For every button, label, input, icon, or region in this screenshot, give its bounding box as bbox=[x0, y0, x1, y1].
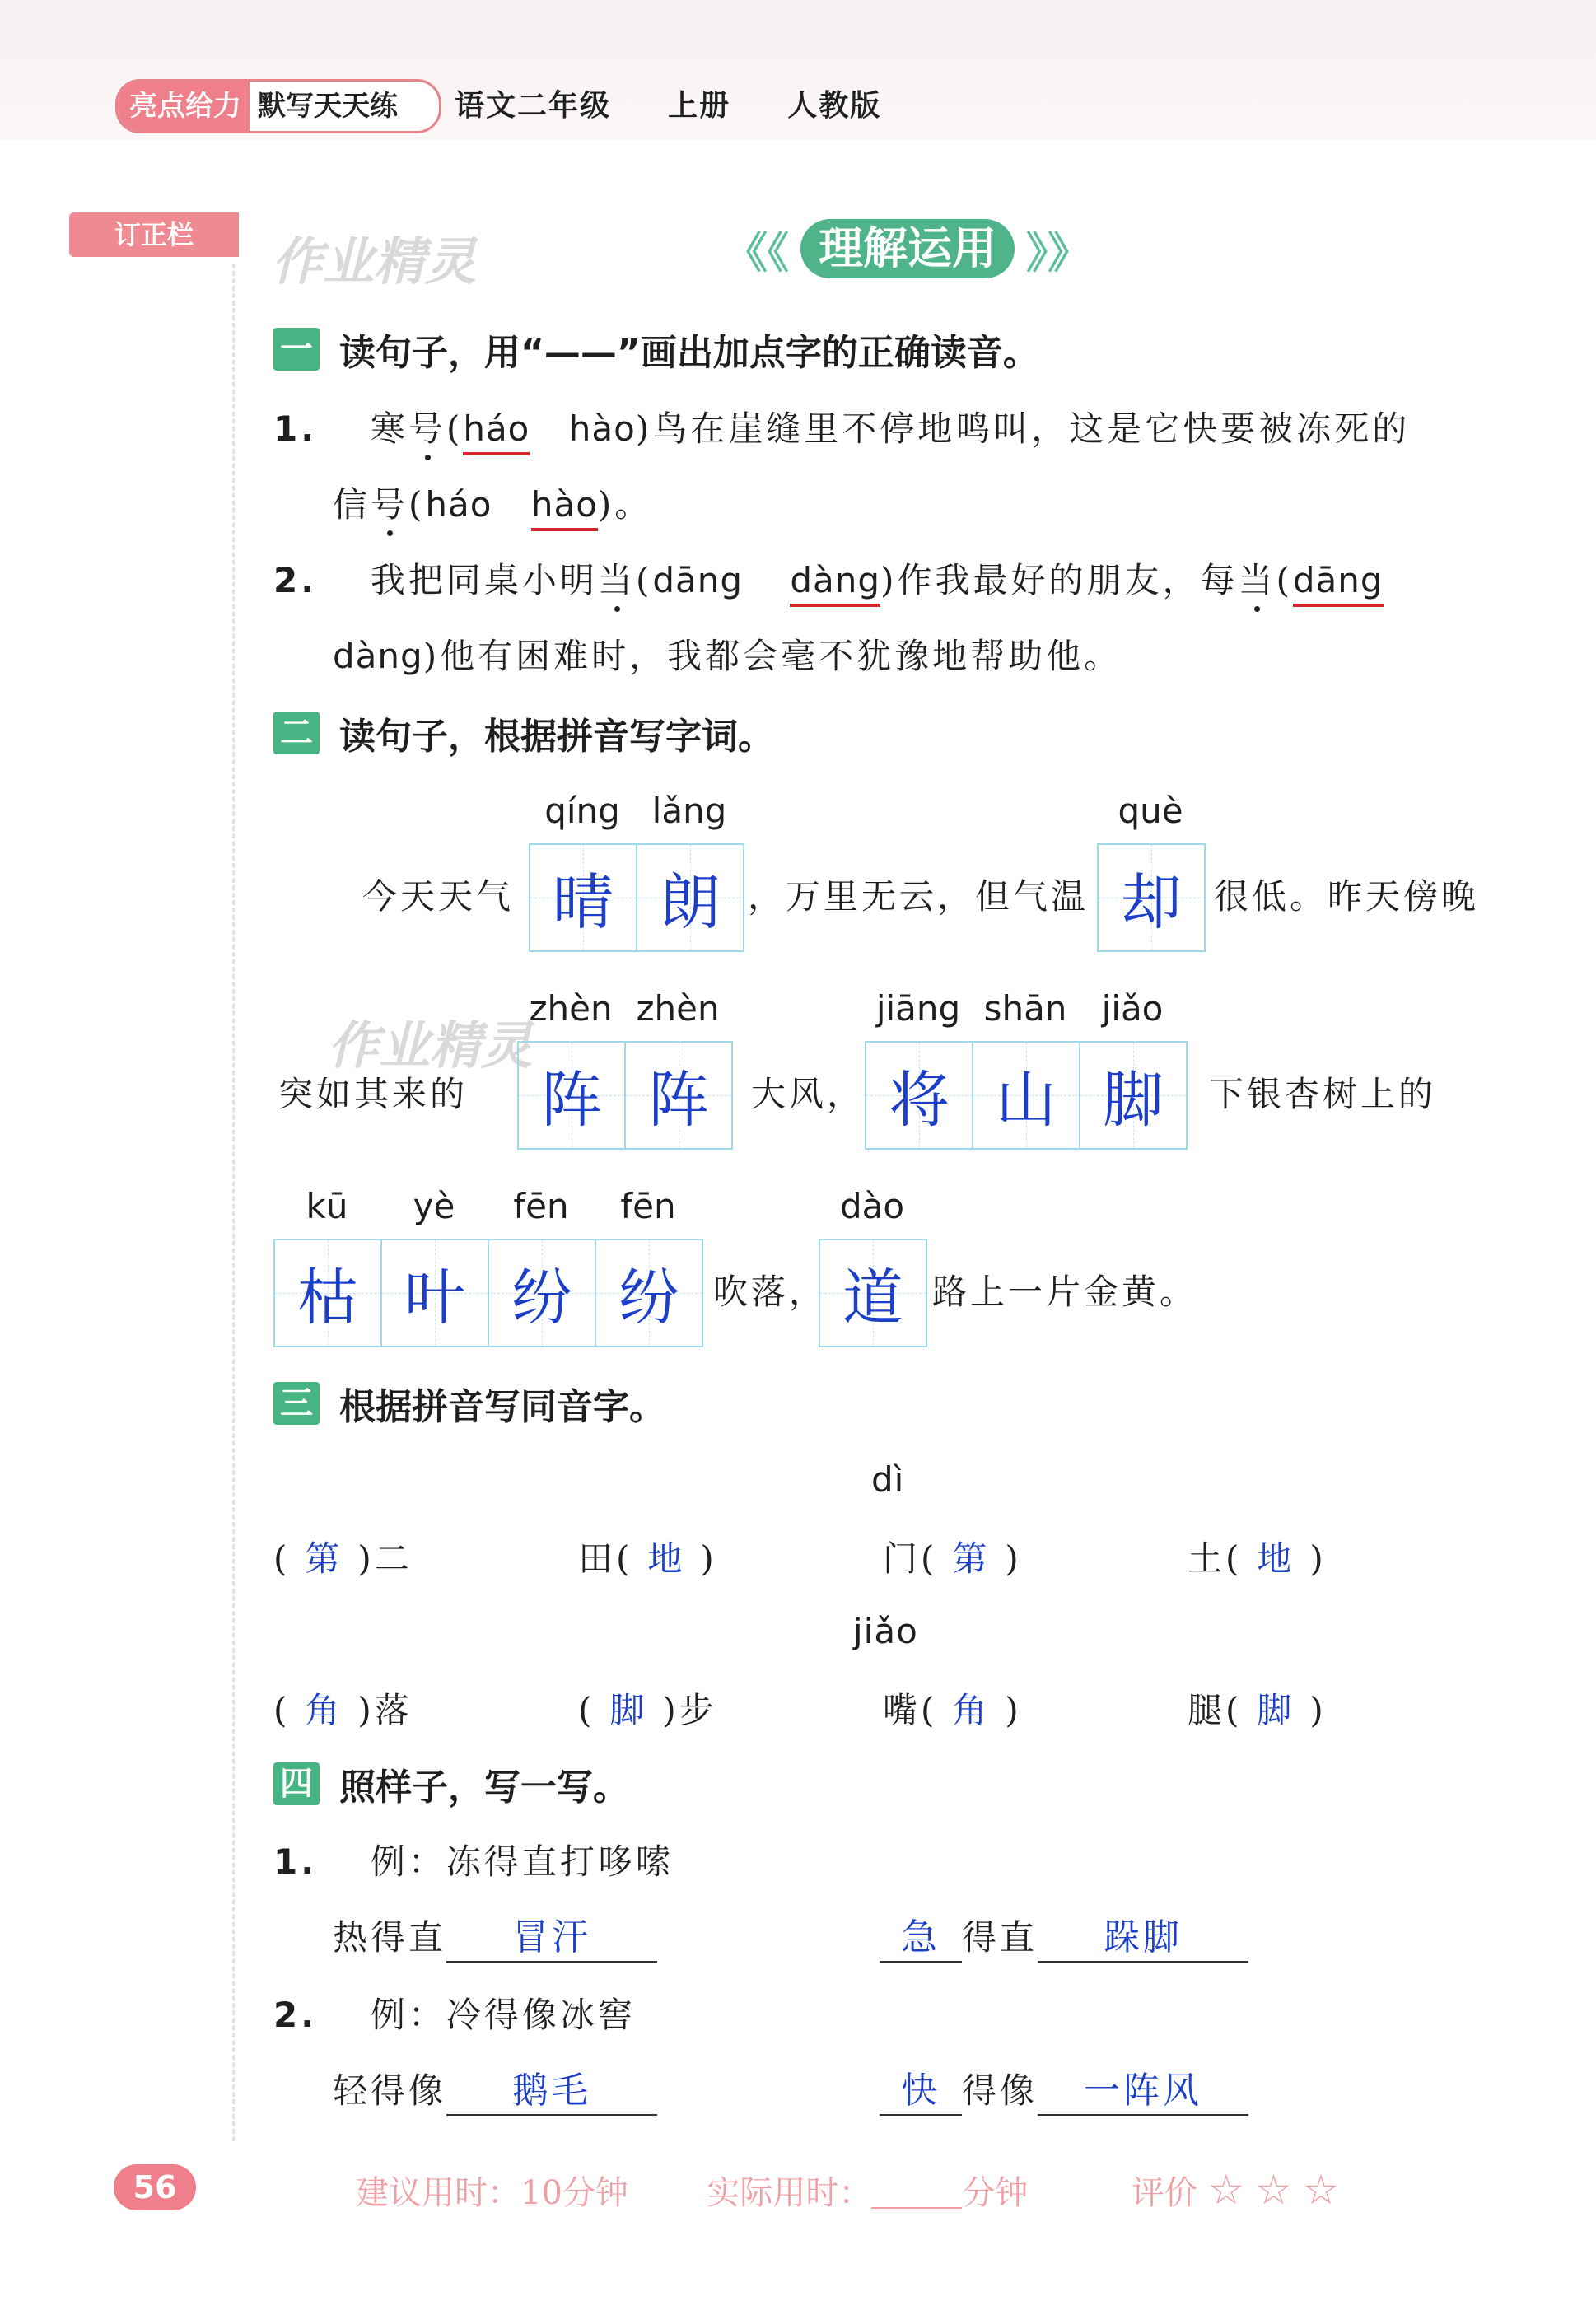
pinyin: zhèn bbox=[636, 988, 720, 1029]
writing-grid bbox=[1097, 843, 1204, 952]
actual-time-unit: 分钟 bbox=[962, 2174, 1029, 2212]
footer-time bbox=[356, 2166, 1339, 2214]
text: 热得直 bbox=[333, 1917, 447, 1958]
question-2-line-1 bbox=[273, 553, 1384, 603]
writing-grid bbox=[273, 1239, 702, 1347]
star-icon[interactable]: ☆ bbox=[1207, 2166, 1245, 2214]
example-1 bbox=[273, 1835, 674, 1884]
brand-badge bbox=[115, 79, 441, 133]
example-2 bbox=[273, 1988, 636, 2037]
pinyin-option-correct: dàng bbox=[790, 560, 880, 607]
pinyin: yè bbox=[413, 1186, 455, 1226]
writing-grid bbox=[865, 1041, 1186, 1150]
answer-blank: 快 bbox=[880, 2068, 962, 2116]
pinyin-option: hào bbox=[568, 408, 636, 449]
pinyin-option: dāng bbox=[652, 560, 744, 600]
section-number: 三 bbox=[273, 1382, 320, 1425]
section-number: 一 bbox=[273, 328, 320, 371]
star-icon[interactable]: ☆ bbox=[1255, 2166, 1292, 2214]
question-number: 1. bbox=[273, 408, 318, 449]
answer-blank: 急 bbox=[880, 1915, 962, 1963]
text: 突如其来的 bbox=[278, 1074, 469, 1114]
pinyin: jiǎo bbox=[1101, 988, 1164, 1029]
grid-cell: 却 bbox=[1097, 843, 1206, 952]
section-number: 二 bbox=[273, 712, 320, 754]
grid-cell: 阵 bbox=[517, 1041, 626, 1150]
text: )鸟在崖缝里不停地鸣叫，这是它快要被冻死的 bbox=[635, 408, 1411, 449]
homophone-item: 嘴( 角 ) bbox=[883, 1690, 1022, 1730]
edition-label: 人教版 bbox=[787, 89, 882, 123]
grid-cell: 脚 bbox=[1079, 1041, 1188, 1150]
grid-cell: 枯 bbox=[273, 1239, 382, 1347]
brand-right-label: 默写天天练 bbox=[258, 90, 398, 123]
homophone-item: ( 第 )二 bbox=[273, 1538, 413, 1579]
watermark: 作业精灵 bbox=[328, 1015, 533, 1076]
section-title: 根据拼音写同音字。 bbox=[339, 1386, 665, 1428]
answer-blank: 冒汗 bbox=[446, 1915, 657, 1963]
book-info bbox=[455, 82, 881, 124]
page-number: 56 bbox=[114, 2164, 196, 2210]
answer-line-2-right bbox=[880, 2064, 1248, 2116]
dotted-char: 号 bbox=[371, 484, 409, 525]
correction-column-tag: 订正栏 bbox=[69, 212, 239, 257]
paren: ( bbox=[446, 408, 464, 449]
grid-cell: 山 bbox=[972, 1041, 1080, 1150]
pinyin: kū bbox=[306, 1186, 348, 1226]
section-banner bbox=[725, 216, 1090, 282]
pinyin-option: háo bbox=[425, 484, 492, 525]
grid-cell: 道 bbox=[819, 1239, 927, 1347]
section-4-heading bbox=[273, 1757, 629, 1810]
text: 我把同桌小明 bbox=[370, 560, 598, 600]
homophone-item: ( 脚 )步 bbox=[578, 1690, 717, 1730]
text: 信 bbox=[333, 484, 371, 525]
question-1-line-1 bbox=[273, 402, 1410, 451]
question-number: 2. bbox=[273, 560, 318, 600]
answer-blank: 鹅毛 bbox=[446, 2068, 657, 2116]
suggested-time: 建议用时：10分钟 bbox=[356, 2174, 628, 2212]
example-text: 例：冻得直打哆嗦 bbox=[370, 1841, 674, 1882]
grid-cell: 朗 bbox=[636, 843, 744, 952]
answer-line-1-left bbox=[333, 1911, 657, 1963]
pinyin-row bbox=[819, 1186, 926, 1226]
section-title: 读句子，根据拼音写字词。 bbox=[339, 716, 774, 758]
grid-cell: 叶 bbox=[380, 1239, 489, 1347]
grid-cell: 阵 bbox=[624, 1041, 733, 1150]
pinyin: jiǎo bbox=[853, 1611, 918, 1651]
homophone-row-1 bbox=[273, 1532, 1509, 1581]
text: )作我最好的朋友，每 bbox=[880, 560, 1239, 600]
section-title: 照样子，写一写。 bbox=[339, 1767, 629, 1809]
text: 很低。昨天傍晚 bbox=[1214, 876, 1480, 917]
homophone-item: 腿( 脚 ) bbox=[1188, 1690, 1327, 1730]
grid-cell: 纷 bbox=[595, 1239, 703, 1347]
homophone-item: 门( 第 ) bbox=[883, 1538, 1022, 1579]
banner-right-arrows: 》》 bbox=[1026, 228, 1091, 278]
section-number: 四 bbox=[273, 1762, 320, 1805]
pinyin: dì bbox=[871, 1459, 905, 1500]
text: 下银杏树上的 bbox=[1209, 1074, 1437, 1114]
pinyin: dào bbox=[839, 1186, 905, 1226]
text: 今天天气 bbox=[362, 876, 515, 917]
example-text: 例：冷得像冰窖 bbox=[370, 1995, 636, 2035]
brand-left-label: 亮点给力 bbox=[118, 82, 250, 131]
actual-time-label: 实际用时： bbox=[707, 2174, 872, 2212]
banner-title: 理解运用 bbox=[800, 219, 1015, 278]
text: 吹落， bbox=[713, 1272, 828, 1312]
question-1-line-2 bbox=[333, 478, 652, 527]
pinyin: lǎng bbox=[651, 791, 727, 831]
pinyin: fēn bbox=[620, 1186, 676, 1226]
answer-line-2-left bbox=[333, 2064, 657, 2116]
section-1-heading bbox=[273, 323, 1039, 376]
writing-grid bbox=[819, 1239, 926, 1347]
question-number: 2. bbox=[273, 1995, 318, 2035]
pinyin-option-correct: hào bbox=[531, 484, 598, 531]
text: 大风， bbox=[751, 1074, 866, 1114]
homophone-item: ( 角 )落 bbox=[273, 1690, 413, 1730]
pinyin: jiāng bbox=[875, 988, 961, 1029]
pinyin-row bbox=[1097, 791, 1204, 831]
volume-label: 上册 bbox=[668, 89, 731, 123]
pinyin-row bbox=[529, 791, 743, 831]
paren: ( bbox=[1276, 560, 1293, 600]
banner-left-arrows: 《《 bbox=[725, 228, 790, 278]
rating-label: 评价 bbox=[1131, 2174, 1197, 2212]
paren: ( bbox=[408, 484, 426, 525]
pinyin-option: dàng bbox=[333, 636, 423, 676]
question-2-line-2 bbox=[333, 629, 1122, 679]
pinyin-row bbox=[273, 1186, 702, 1226]
dotted-char: 当 bbox=[597, 560, 636, 600]
homophone-item: 田( 地 ) bbox=[578, 1538, 717, 1579]
text: 得直 bbox=[962, 1917, 1038, 1958]
answer-blank: 跺脚 bbox=[1038, 1915, 1248, 1963]
subject-label: 语文二年级 bbox=[455, 89, 612, 123]
writing-grid bbox=[529, 843, 743, 952]
section-title: 读句子，用“——”画出加点字的正确读音。 bbox=[339, 332, 1039, 374]
pinyin: qíng bbox=[544, 791, 620, 831]
question-number: 1. bbox=[273, 1841, 318, 1882]
text: )。 bbox=[597, 484, 653, 525]
dotted-char: 号 bbox=[408, 408, 446, 449]
watermark: 作业精灵 bbox=[272, 231, 477, 292]
text: )他有困难时，我都会毫不犹豫地帮助他。 bbox=[422, 636, 1122, 676]
grid-cell: 晴 bbox=[529, 843, 637, 952]
grid-cell: 纷 bbox=[488, 1239, 596, 1347]
pinyin-row bbox=[865, 988, 1186, 1029]
dotted-char: 当 bbox=[1238, 560, 1276, 600]
correction-divider bbox=[232, 264, 235, 2141]
actual-time-blank[interactable] bbox=[871, 2207, 962, 2209]
text: 寒 bbox=[370, 408, 408, 449]
pinyin-row bbox=[517, 988, 731, 1029]
text: ，万里无云，但气温 bbox=[748, 876, 1090, 917]
paren: ( bbox=[635, 560, 653, 600]
writing-grid bbox=[517, 1041, 731, 1150]
pinyin-option-correct: dāng bbox=[1293, 560, 1384, 607]
homophone-row-2 bbox=[273, 1683, 1509, 1733]
section-2-heading bbox=[273, 707, 774, 759]
pinyin: què bbox=[1118, 791, 1183, 831]
text: 得像 bbox=[962, 2070, 1038, 2111]
answer-line-1-right bbox=[880, 1911, 1248, 1963]
pinyin: shān bbox=[983, 988, 1067, 1029]
pinyin-option-correct: háo bbox=[463, 408, 530, 455]
star-icon[interactable]: ☆ bbox=[1302, 2166, 1340, 2214]
pinyin: zhèn bbox=[529, 988, 613, 1029]
grid-cell: 将 bbox=[865, 1041, 973, 1150]
text: 轻得像 bbox=[333, 2070, 447, 2111]
section-3-heading bbox=[273, 1377, 665, 1430]
pinyin: fēn bbox=[513, 1186, 569, 1226]
homophone-item: 土( 地 ) bbox=[1188, 1538, 1327, 1579]
text: 路上一片金黄。 bbox=[932, 1272, 1198, 1312]
answer-blank: 一阵风 bbox=[1038, 2068, 1248, 2116]
